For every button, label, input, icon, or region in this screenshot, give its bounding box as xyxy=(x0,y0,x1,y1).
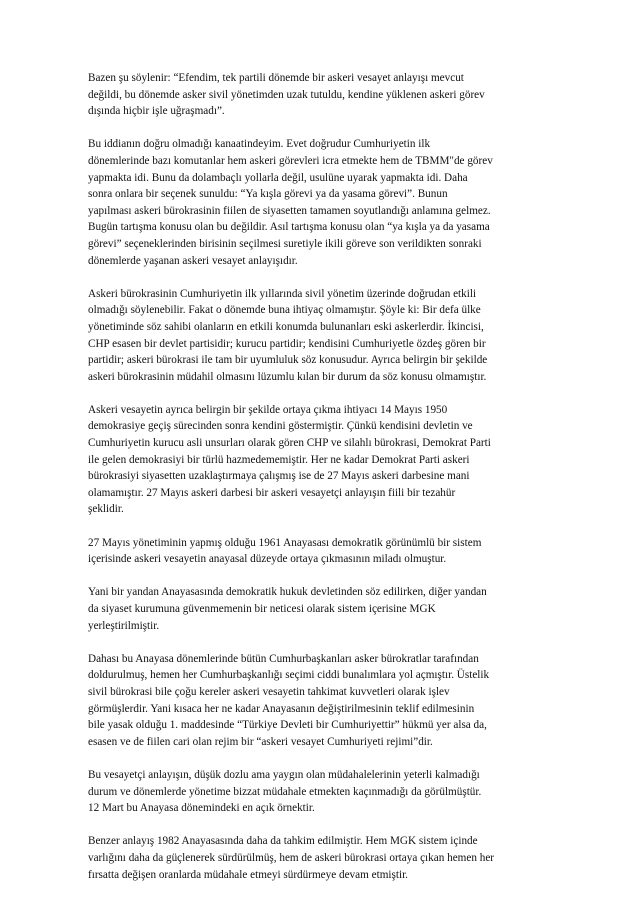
text-line: yönetiminde söz sahibi olanların en etkili konumda bulunanları eski askerlerdir. İkincisi, xyxy=(88,320,484,333)
text-line: içerisinde askeri vesayetin anayasal düzeyde ortaya çıkmasının miladı olmuştur. xyxy=(88,553,447,566)
paragraph-1 xyxy=(88,70,563,120)
paragraph-4 xyxy=(88,402,563,518)
text-line: varlığını daha da güçlenerek sürdürülmüş, hem de askeri bürokrasi ortaya çıkan hemen her xyxy=(88,851,495,864)
text-line: askeri bürokrasinin müdahil olmasını lüzumlu kılan bir durum da söz konusu olmamıştır. xyxy=(88,370,487,383)
text-line: yerleştirilmiştir. xyxy=(88,619,160,632)
text-line: Askeri bürokrasinin Cumhuriyetin ilk yıllarında sivil yönetim üzerinde doğrudan etkili xyxy=(88,287,477,300)
text-line: görevi” seçeneklerinden birisinin seçilmesi suretiyle ikili göreve son verildikten sonraki xyxy=(88,237,482,250)
paragraph-9 xyxy=(88,833,563,883)
text-line: da siyaset kurumuna güvenmemenin bir neticesi olarak sistem içerisine MGK xyxy=(88,603,436,615)
text-line: fırsatta değişen oranlarda müdahale etmeyi sürdürmeye devam etmiştir. xyxy=(88,868,408,881)
paragraph-5 xyxy=(88,535,563,568)
paragraph-6 xyxy=(88,584,563,634)
text-line: esasen ve de fiilen cari olan rejim bir “askeri vesayet Cumhuriyeti rejimi”dir. xyxy=(88,735,433,748)
text-line: görmüşlerdir. Yani kısaca her ne kadar Anayasanın değiştirilmesinin teklif edilmesinin xyxy=(88,702,475,715)
text-line: doldurulmuş, hemen her Cumhurbaşkanlığı seçimi ciddi bunalımlara yol açmıştır. Üstelik xyxy=(88,669,490,682)
paragraph-3 xyxy=(88,286,563,386)
text-line: Askeri vesayetin ayrıca belirgin bir şekilde ortaya çıkma ihtiyacı 14 Mayıs 1950 xyxy=(88,403,448,416)
text-line: 27 Mayıs yönetiminin yapmış olduğu 1961 Anayasası demokratik görünümlü bir sistem xyxy=(88,536,482,549)
text-line: bile yasak olduğu 1. maddesinde “Türkiye Devleti bir Cumhuriyettir” hükmü yer alsa da, xyxy=(88,719,487,732)
text-line: Cumhuriyetin kurucu asli unsurları olarak gören CHP ve silahlı bürokrasi, Demokrat Parti xyxy=(88,437,491,450)
paragraph-8 xyxy=(88,767,563,817)
text-line: Yani bir yandan Anayasasında demokratik hukuk devletinden söz edilirken, diğer yandan xyxy=(88,586,487,599)
text-line: Bu iddianın doğru olmadığı kanaatindeyim. Evet doğrudur Cumhuriyetin ilk xyxy=(88,138,431,151)
text-line: 12 Mart bu Anayasa dönemindeki en açık örnektir. xyxy=(88,802,315,815)
text-line: yapılması askeri bürokrasinin fiilen de siyasetten tamamen soyutlandığı anlamına gelmez. xyxy=(88,204,491,217)
text-line: bürokrasiyi siyasetten uzaklaştırmaya çalışmış ise de 27 Mayıs askeri darbesine mani xyxy=(88,470,470,483)
document-page xyxy=(88,70,563,900)
text-line: Bu vesayetçi anlayışın, düşük dozlu ama yaygın olan müdahalelerinin yeterli kalmadığı xyxy=(88,768,480,781)
text-line: sonra onlara bir seçenek sunuldu: “Ya kışla görevi ya da yasama görevi”. Bunun xyxy=(88,188,448,201)
text-line: durum ve dönemlerde yönetime bizzat müdahale etmekten kaçınmadığı da görülmüştür. xyxy=(88,785,482,798)
text-line: olmadığı söylenebilir. Fakat o dönemde buna ihtiyaç olmamıştır. Şöyle ki: Bir defa ülke xyxy=(88,304,481,317)
text-line: yapmakta idi. Bunu da dolambaçlı yollarla değil, usulüne uyarak yapmakta idi. Daha xyxy=(88,171,468,184)
paragraph-2 xyxy=(88,136,563,269)
text-line: CHP esasen bir devlet partisidir; kurucu partidir; kendisini Cumhuriyetle özdeş gören bir xyxy=(88,337,486,350)
paragraph-7 xyxy=(88,651,563,751)
text-line: sivil bürokrasi bile çoğu kereler askeri vesayetin tahkimat kuvvetleri olarak işlev xyxy=(88,685,450,698)
text-line: değildi, bu dönemde asker sivil yönetimden uzak tutuldu, kendine yüklenen askeri görev xyxy=(88,88,485,101)
text-line: Dahası bu Anayasa dönemlerinde bütün Cumhurbaşkanları asker bürokratlar tarafından xyxy=(88,652,479,665)
text-line: şeklidir. xyxy=(88,503,124,516)
text-line: Bugün tartışma konusu olan bu değildir. Asıl tartışma konusu olan “ya kışla ya da yasama xyxy=(88,221,490,234)
text-line: partidir; askeri bürokrasi ile tam bir uyumluluk söz konusudur. Ayrıca belirgin bir şekilde xyxy=(88,354,488,367)
text-line: Benzer anlayış 1982 Anayasasında daha da tahkim edilmiştir. Hem MGK sistem içinde xyxy=(88,835,478,848)
text-line: olamamıştır. 27 Mayıs askeri darbesi bir askeri vesayetçi anlayışın fiili bir tezahür xyxy=(88,486,456,499)
text-line: dışında hiçbir işle uğraşmadı”. xyxy=(88,105,225,118)
text-line: dönemlerinde bazı komutanlar hem askeri görevleri icra etmekte hem de TBMM"de görev xyxy=(88,154,493,167)
text-line: ile gelen demokrasiyi bir türlü hazmedememiştir. Her ne kadar Demokrat Parti askeri xyxy=(88,453,470,466)
text-line: Bazen şu söylenir: “Efendim, tek partili dönemde bir askeri vesayet anlayışı mevcut xyxy=(88,72,464,84)
text-line: dönemlerde yaşanan askeri vesayet anlayışıdır. xyxy=(88,254,298,267)
text-line: demokrasiye geçiş sürecinden sonra kendini göstermiştir. Çünkü kendisini devletin ve xyxy=(88,420,473,433)
